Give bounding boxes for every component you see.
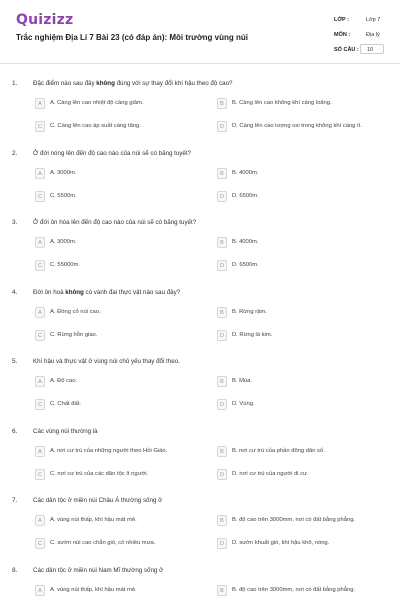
- option-letter-box: C: [35, 399, 45, 410]
- question-text-emphasis: không: [96, 80, 115, 87]
- option-text: B. Càng lên cao không khí càng loãng.: [232, 100, 332, 106]
- option-letter-box: B: [217, 98, 227, 109]
- question-text: [33, 567, 163, 574]
- option-text: A. Đồng cỏ núi cao.: [50, 309, 101, 315]
- question-text-part: đúng với sự thay đổi khí hậu theo độ cao?: [114, 80, 233, 87]
- option-text: A. vùng núi thấp, khí hậu mát mẻ.: [50, 587, 137, 593]
- worksheet-header: [0, 0, 400, 62]
- option-text: C. 55000m.: [50, 262, 80, 268]
- option-letter-box: D: [217, 330, 227, 341]
- option-text: A. Càng lên cao nhiệt độ càng giảm.: [50, 100, 144, 106]
- option-letter-box: B: [217, 585, 227, 596]
- option-text: D. 6500m.: [232, 262, 259, 268]
- question-number: 5.: [12, 358, 18, 365]
- option-letter-box: B: [217, 168, 227, 179]
- grade-value: Lớp 7: [366, 17, 381, 23]
- option-letter-box: B: [217, 237, 227, 248]
- option-letter-box: D: [217, 399, 227, 410]
- option-letter-box: A: [35, 376, 45, 387]
- question-text-part: Các dân tộc ở miền núi Châu Á thường sống ở: [33, 497, 163, 504]
- option-text: C. Rừng hỗn giao.: [50, 332, 98, 338]
- option-text: C. nơi cư trú của các dân tộc ít người.: [50, 471, 149, 477]
- question-text-part: Ở đới ôn hòa lên đến độ cao nào của núi sẽ có băng tuyết?: [33, 219, 197, 226]
- option-letter-box: B: [217, 376, 227, 387]
- option-letter-box: C: [35, 330, 45, 341]
- question-number: 7.: [12, 497, 18, 504]
- option-letter-box: B: [217, 446, 227, 457]
- option-letter-box: A: [35, 168, 45, 179]
- header-divider: [0, 63, 400, 64]
- option-text: B. Mùa.: [232, 378, 252, 384]
- option-letter-box: C: [35, 469, 45, 480]
- option-text: A. 3000m.: [50, 170, 77, 176]
- option-letter-box: D: [217, 469, 227, 480]
- question-text-part: Các dân tộc ở miền núi Nam Mĩ thường sống ở: [33, 567, 164, 574]
- question-text: [33, 497, 162, 504]
- option-text: A. nơi cư trú của những người theo Hồi Giáo.: [50, 448, 168, 454]
- question-text-part: Các vùng núi thường là: [33, 428, 98, 435]
- question-text-emphasis: không: [65, 289, 84, 296]
- option-text: C. sườn núi cao chắn gió, có nhiều mưa.: [50, 540, 156, 546]
- question-text-part: Ở đới nóng lên đến độ cao nào của núi sẽ có băng tuyết?: [33, 150, 191, 157]
- option-text: B. nơi cư trú của phần đông dân số.: [232, 448, 325, 454]
- question-count-value: 10: [367, 47, 374, 53]
- option-letter-box: C: [35, 538, 45, 549]
- question-text: [33, 219, 196, 226]
- option-text: B. độ cao trên 3000mm, nơi có đất bằng phẳng.: [232, 587, 356, 593]
- option-text: D. 6500m.: [232, 193, 259, 199]
- question-text: [33, 80, 232, 87]
- option-letter-box: B: [217, 307, 227, 318]
- option-letter-box: A: [35, 98, 45, 109]
- question-number: 1.: [12, 80, 18, 87]
- option-letter-box: A: [35, 585, 45, 596]
- question-text-part: Đặc điểm nào sau đây: [33, 80, 97, 87]
- option-letter-box: D: [217, 121, 227, 132]
- option-letter-box: C: [35, 191, 45, 202]
- option-letter-box: D: [217, 260, 227, 271]
- question-number: 6.: [12, 428, 18, 435]
- question-text: [33, 358, 180, 365]
- option-text: A. Độ cao.: [50, 378, 78, 384]
- option-text: A. 3000m.: [50, 239, 77, 245]
- question-number: 2.: [12, 150, 18, 157]
- question-count-label: SỐ CÂU :: [334, 47, 359, 53]
- question-text-part: Đới ôn hoà: [33, 289, 66, 296]
- question-number: 8.: [12, 567, 18, 574]
- option-text: B. 4000m.: [232, 170, 259, 176]
- option-text: C. Càng lên cao áp suất càng tăng.: [50, 123, 141, 129]
- question-text: [33, 150, 191, 157]
- option-text: D. Càng lên cao lượng oxi trong không khí càng ít.: [232, 123, 362, 129]
- option-letter-box: D: [217, 191, 227, 202]
- question-count-box: [360, 44, 384, 54]
- option-text: C. Chất đất.: [50, 401, 81, 407]
- option-letter-box: A: [35, 237, 45, 248]
- option-text: B. 4000m.: [232, 239, 259, 245]
- option-text: B. Rừng rậm.: [232, 309, 267, 315]
- option-text: D. Rừng lá kim.: [232, 332, 273, 338]
- option-text: A. vùng núi thấp, khí hậu mát mẻ.: [50, 517, 137, 523]
- option-text: D. sườn khuất gió, khí hậu khô, nóng.: [232, 540, 330, 546]
- option-letter-box: B: [217, 515, 227, 526]
- option-text: C. 5500m.: [50, 193, 77, 199]
- question-number: 3.: [12, 219, 18, 226]
- grade-label: LỚP :: [334, 17, 349, 23]
- option-text: B. độ cao trên 3000mm, nơi có đất bằng phẳng.: [232, 517, 356, 523]
- question-number: 4.: [12, 289, 18, 296]
- option-letter-box: C: [35, 260, 45, 271]
- option-letter-box: C: [35, 121, 45, 132]
- subject-value: Địa lý: [366, 32, 380, 38]
- question-text: [33, 289, 180, 296]
- option-letter-box: D: [217, 538, 227, 549]
- option-text: D. nơi cư trú của người di cư.: [232, 471, 309, 477]
- quizizz-logo: Quizizz: [16, 12, 74, 28]
- question-text: [33, 428, 98, 435]
- option-letter-box: A: [35, 307, 45, 318]
- option-letter-box: A: [35, 446, 45, 457]
- worksheet-title: Trắc nghiệm Địa Lí 7 Bài 23 (có đáp án): Môi trường vùng núi: [16, 33, 248, 42]
- option-text: D. Vùng.: [232, 401, 255, 407]
- question-text-part: có vành đai thực vật nào sau đây?: [83, 289, 181, 296]
- option-letter-box: A: [35, 515, 45, 526]
- subject-label: MÔN :: [334, 32, 351, 38]
- question-text-part: Khí hậu và thực vật ở vùng núi chủ yếu thay đổi theo.: [33, 358, 180, 365]
